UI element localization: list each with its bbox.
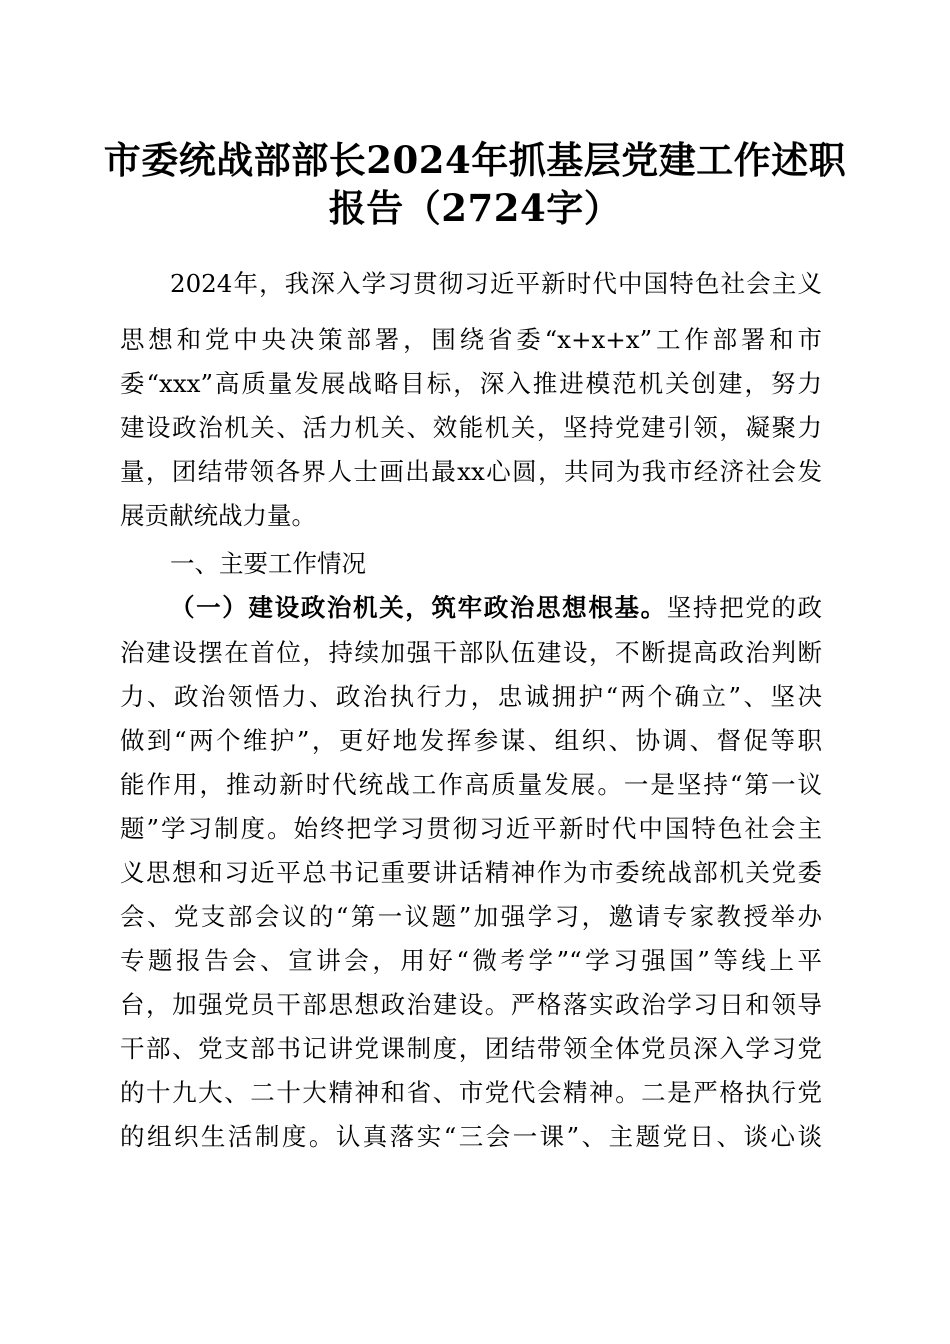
section-heading: 一、主要工作情况 (170, 549, 366, 578)
intro-line-6: 展贡献统战力量。 (120, 501, 316, 530)
document-title-line-1: 市委统战部部长2024年抓基层党建工作述职 (103, 138, 847, 182)
body-line-6: 题”学习制度。始终把学习贯彻习近平新时代中国特色社会主 (120, 814, 822, 843)
subsection-first-line (170, 593, 822, 623)
intro-line-4: 建设政治机关、活力机关、效能机关，坚持党建引领，凝聚力 (120, 413, 822, 442)
body-line-13: 的组织生活制度。认真落实“三会一课”、主题党日、谈心谈 (120, 1122, 822, 1151)
body-line-10: 台，加强党员干部思想政治建设。严格落实政治学习日和领导 (120, 990, 822, 1019)
intro-line-2: 思想和党中央决策部署，围绕省委“x+x+x”工作部署和市 (120, 325, 822, 354)
body-line-7: 义思想和习近平总书记重要讲话精神作为市委统战部机关党委 (120, 858, 822, 887)
body-line-12: 的十九大、二十大精神和省、市党代会精神。二是严格执行党 (120, 1078, 822, 1107)
intro-line-3: 委“xxx”高质量发展战略目标，深入推进模范机关创建，努力 (120, 369, 822, 398)
subsection-text-start: 坚持把党的政 (666, 593, 823, 622)
intro-line-5: 量，团结带领各界人士画出最xx心圆，共同为我市经济社会发 (120, 457, 822, 486)
body-line-5: 能作用，推动新时代统战工作高质量发展。一是坚持“第一议 (120, 770, 822, 799)
document-title-line-2: 报告（2724字） (328, 186, 622, 230)
body-line-11: 干部、党支部书记讲党课制度，团结带领全体党员深入学习党 (120, 1034, 822, 1063)
body-line-4: 做到“两个维护”，更好地发挥参谋、组织、协调、督促等职 (120, 726, 822, 755)
body-line-2: 治建设摆在首位，持续加强干部队伍建设，不断提高政治判断 (120, 638, 822, 667)
body-line-9: 专题报告会、宣讲会，用好“微考学”“学习强国”等线上平 (120, 946, 822, 975)
body-line-8: 会、党支部会议的“第一议题”加强学习，邀请专家教授举办 (120, 902, 822, 931)
body-line-3: 力、政治领悟力、政治执行力，忠诚拥护“两个确立”、坚决 (120, 682, 822, 711)
subsection-heading: （一）建设政治机关，筑牢政治思想根基。 (170, 593, 667, 622)
intro-line-1: 2024年，我深入学习贯彻习近平新时代中国特色社会主义 (170, 269, 822, 298)
